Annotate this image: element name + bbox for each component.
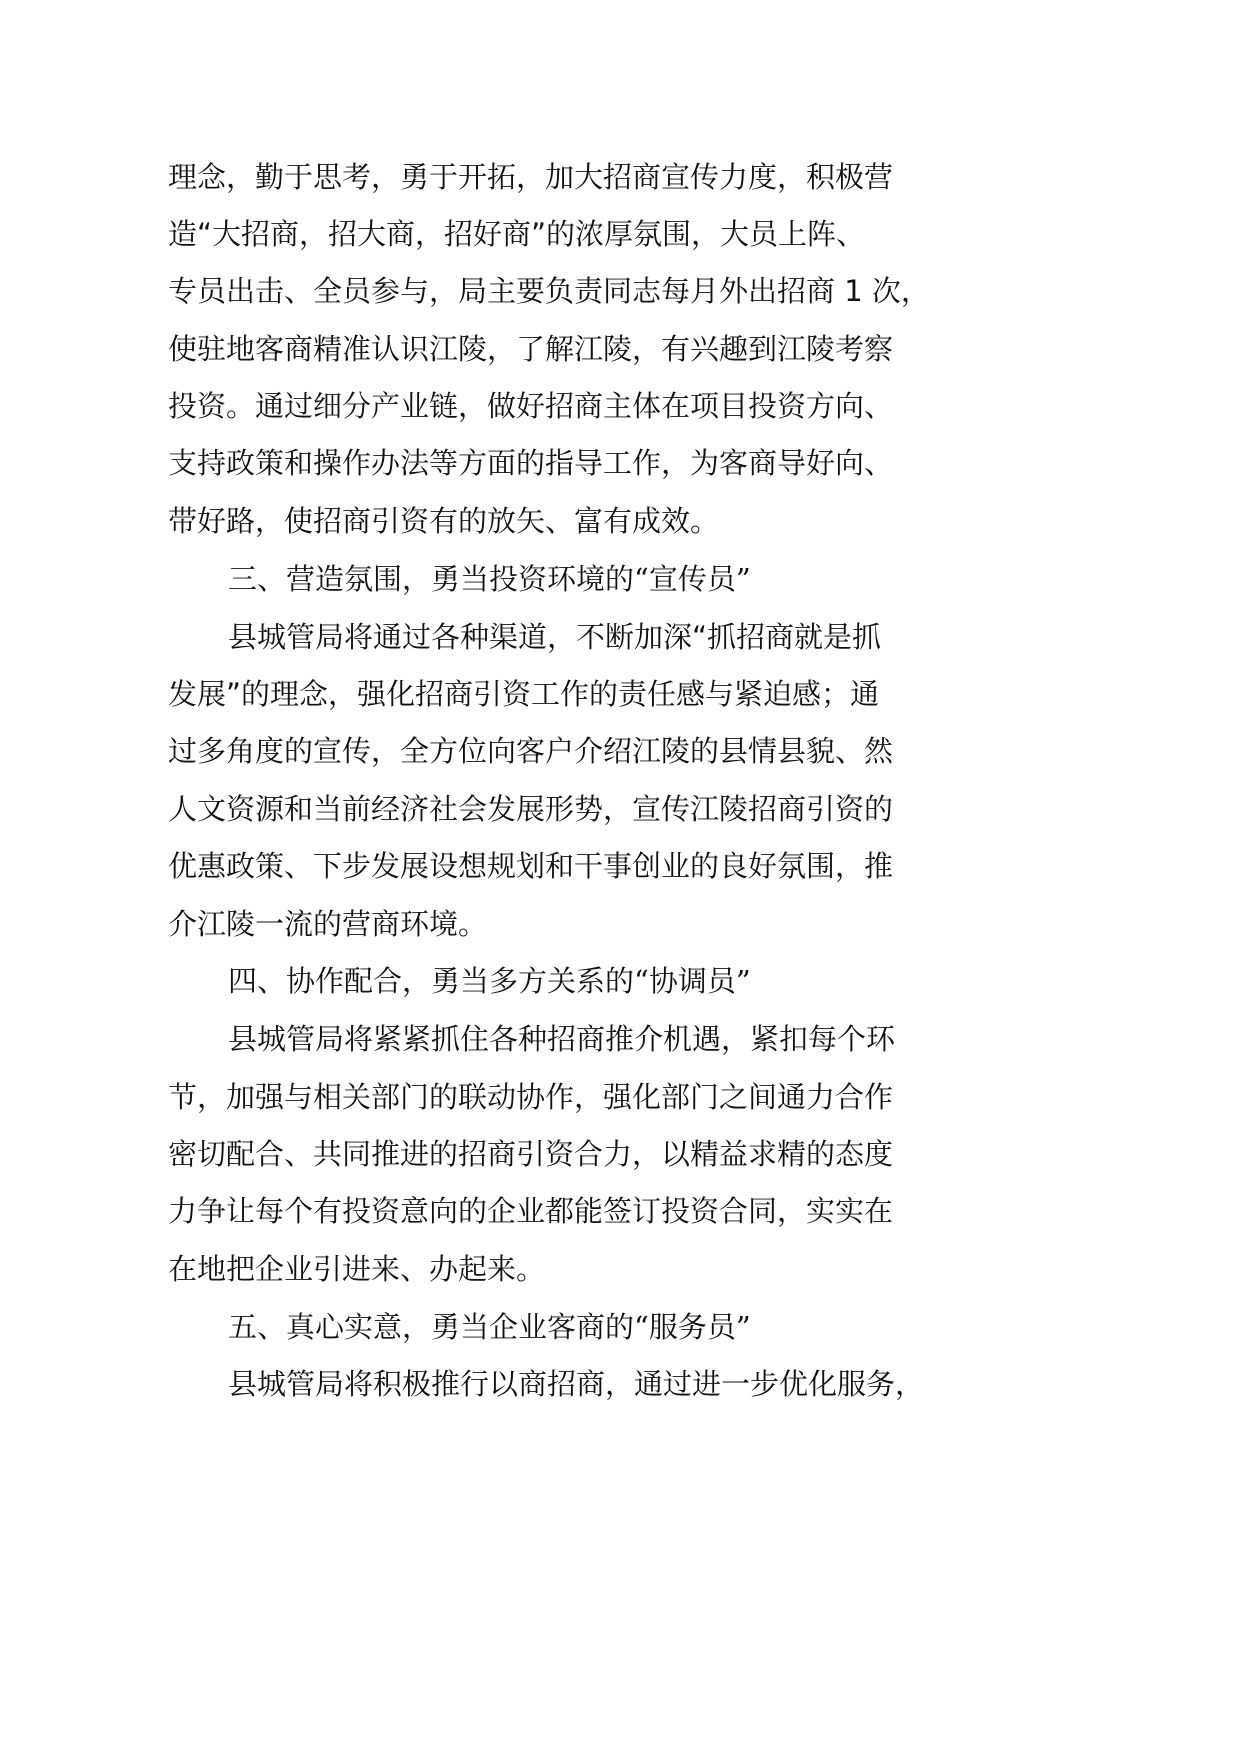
section-heading: 四、协作配合，勇当多方关系的“协调员” [228, 964, 751, 998]
body-text-line: 介江陵一流的营商环境。 [168, 907, 488, 941]
body-text-line: 带好路，使招商引资有的放矢、富有成效。 [168, 504, 720, 538]
body-text-line: 专员出击、全员参与，局主要负责同志每月外出招商 1 次， [168, 274, 930, 308]
body-text-line: 理念，勤于思考，勇于开拓，加大招商宣传力度，积极营 [168, 160, 894, 194]
body-text-line: 力争让每个有投资意向的企业都能签订投资合同，实实在 [168, 1194, 894, 1228]
body-text-line: 优惠政策、下步发展设想规划和干事创业的良好氛围，推 [168, 849, 894, 883]
section-heading: 三、营造氛围，勇当投资环境的“宣传员” [228, 562, 751, 596]
body-text-line: 县城管局将积极推行以商招商，通过进一步优化服务， [228, 1367, 925, 1401]
body-text-line: 使驻地客商精准认识江陵，了解江陵，有兴趣到江陵考察 [168, 332, 894, 366]
body-text-line: 节，加强与相关部门的联动协作，强化部门之间通力合作 [168, 1080, 894, 1114]
body-text-line: 投资。通过细分产业链，做好招商主体在项目投资方向、 [168, 389, 894, 423]
section-heading: 五、真心实意，勇当企业客商的“服务员” [228, 1310, 751, 1344]
body-text-line: 县城管局将紧紧抓住各种招商推介机遇，紧扣每个环 [228, 1022, 896, 1056]
body-text-line: 支持政策和操作办法等方面的指导工作，为客商导好向、 [168, 446, 894, 480]
body-text-line: 县城管局将通过各种渠道，不断加深“抓招商就是抓 [228, 620, 882, 654]
body-text-line: 造“大招商，招大商，招好商”的浓厚氛围，大员上阵、 [168, 217, 866, 251]
body-text-line: 发展”的理念，强化招商引资工作的责任感与紧迫感；通 [168, 677, 880, 711]
body-text-line: 密切配合、共同推进的招商引资合力，以精益求精的态度 [168, 1137, 894, 1171]
body-text-line: 在地把企业引进来、办起来。 [168, 1252, 546, 1286]
body-text-line: 人文资源和当前经济社会发展形势，宣传江陵招商引资的 [168, 792, 894, 826]
body-text-line: 过多角度的宣传，全方位向客户介绍江陵的县情县貌、然 [168, 734, 894, 768]
